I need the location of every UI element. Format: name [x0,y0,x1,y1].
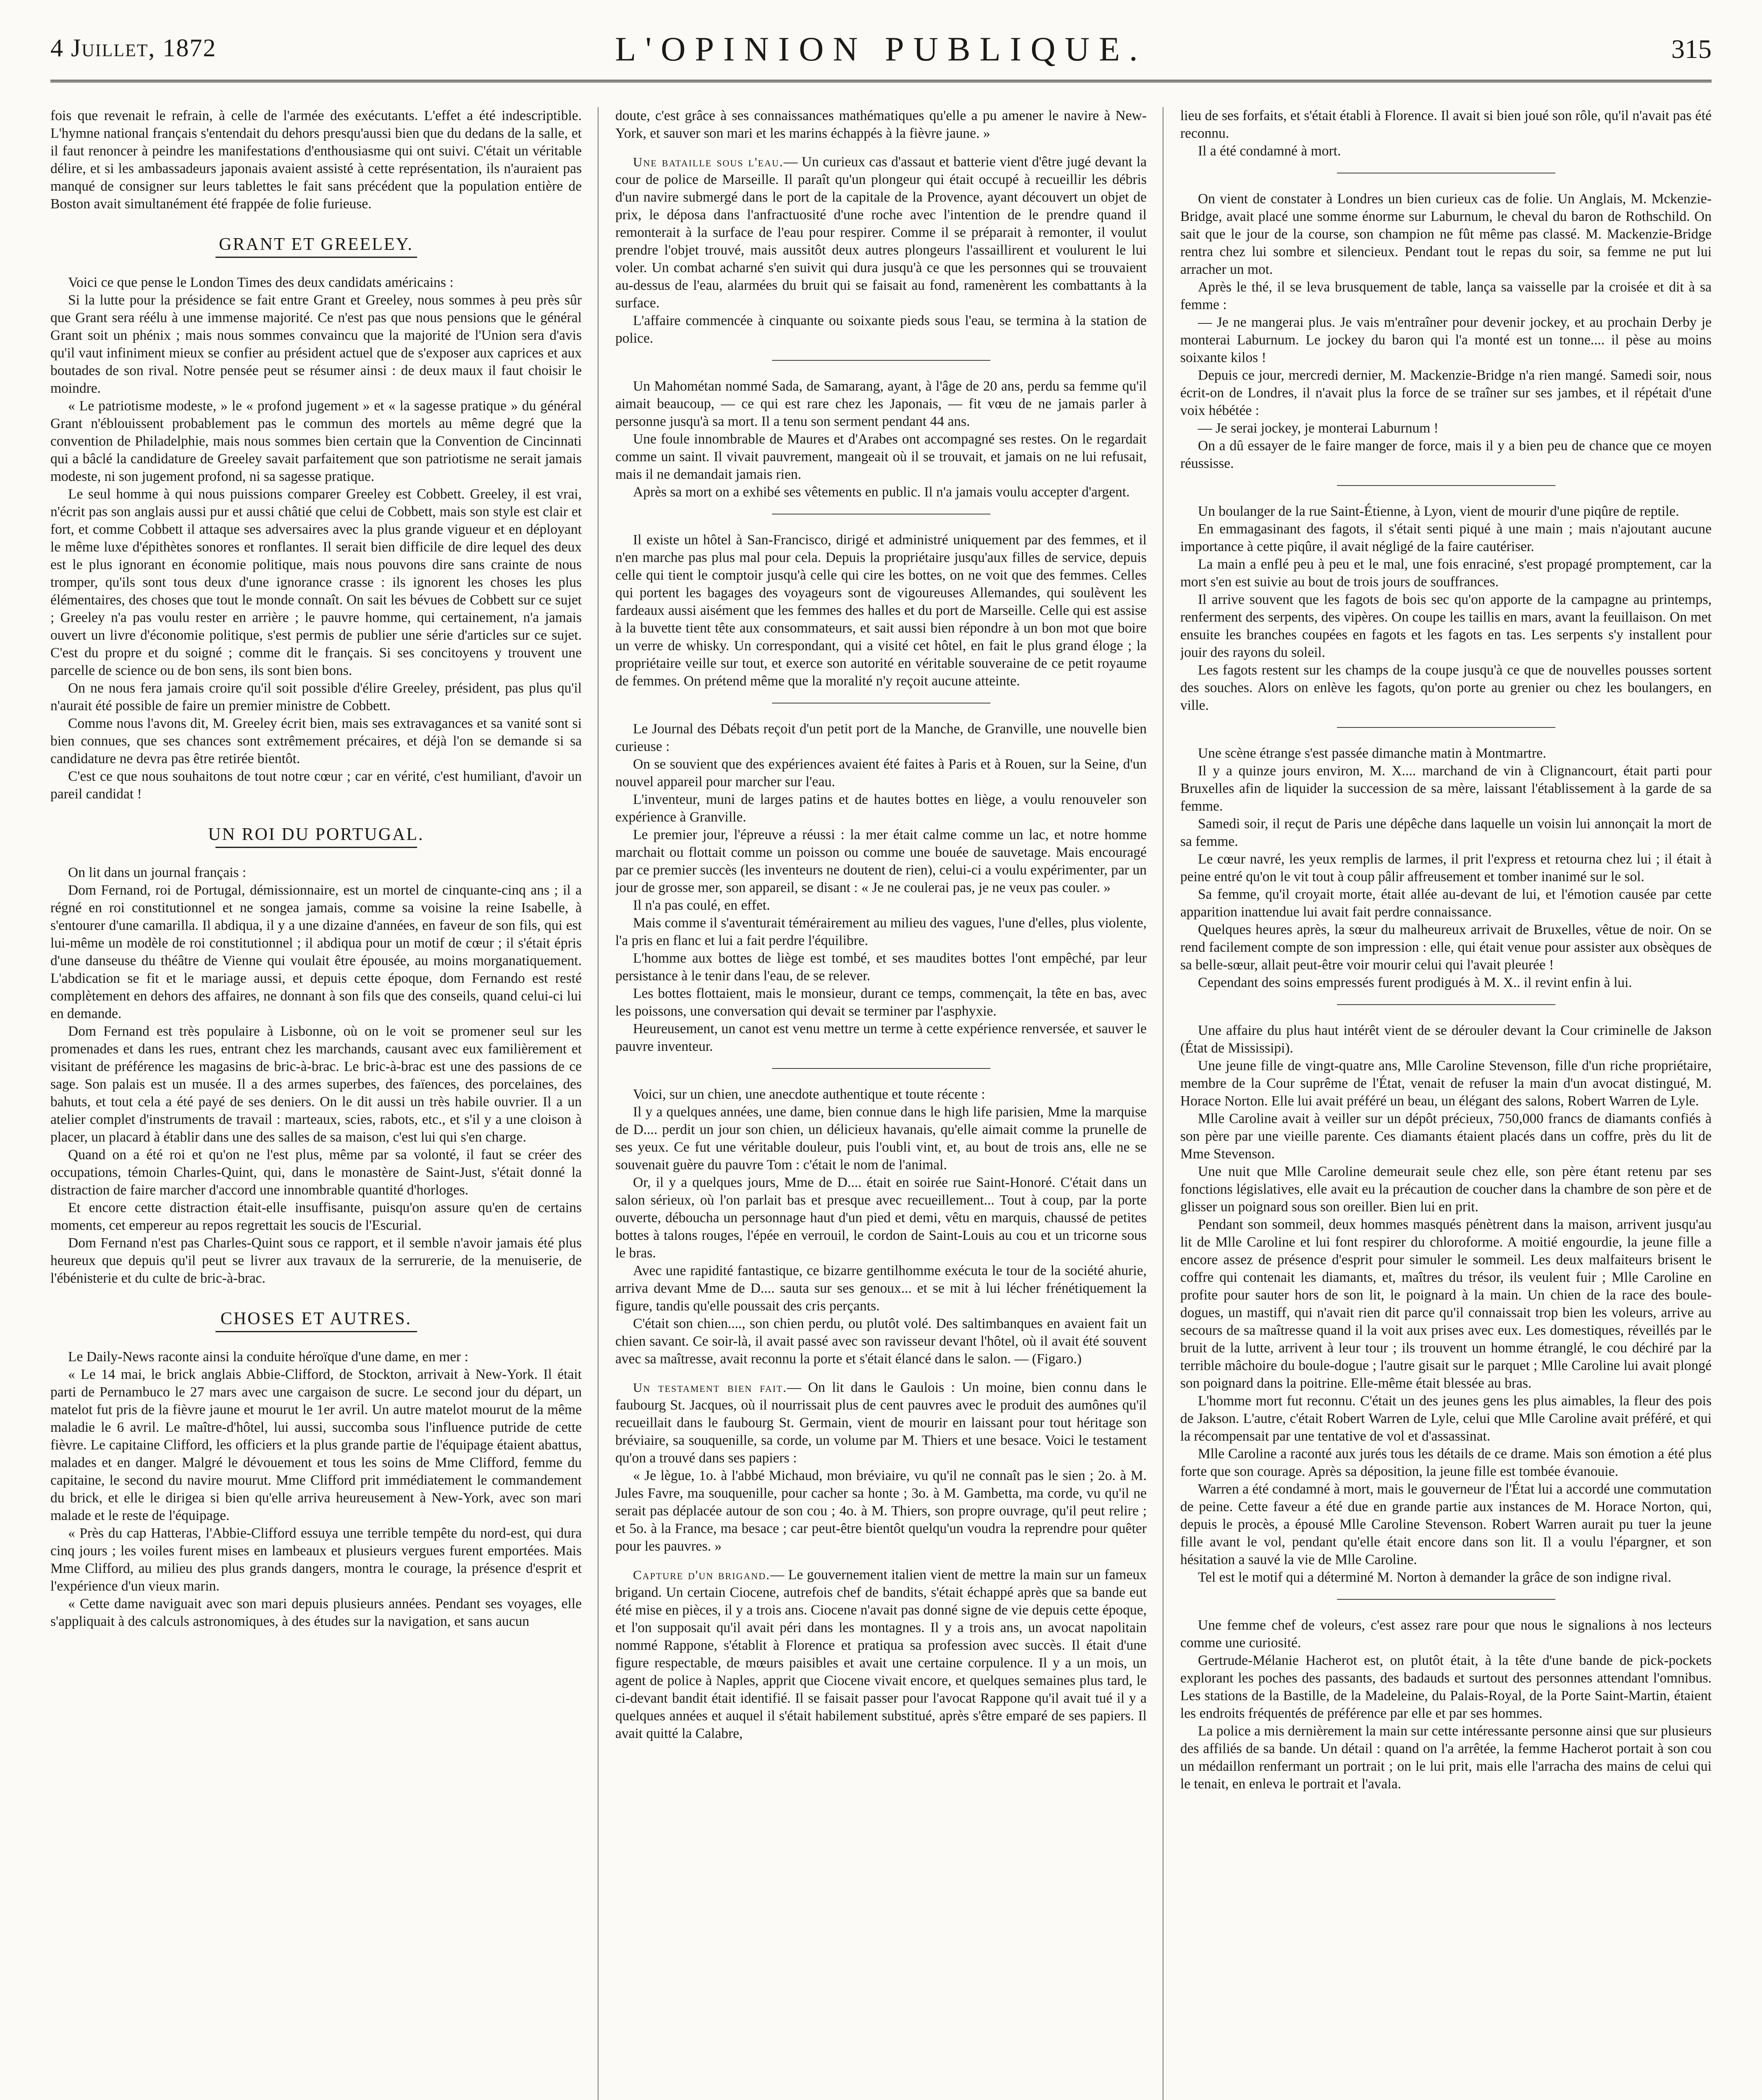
article-paragraph: Il y a quinze jours environ, M. X.... marchand de vin à Clignancourt, était parti pour Bruxelles afin de liquider la succession de sa mère, laissant l'établissement à la garde de sa femme. [1180,763,1712,814]
article-paragraph: — Je serai jockey, je monterai Laburnum ! [1198,420,1439,436]
section-separator [1337,727,1555,728]
article-paragraph: Avec une rapidité fantastique, ce bizarre gentilhomme exécuta le tour de la société ahurie, arriva devant Mme de D.... sauta sur ses genoux... et se mit à lui lécher frénétiquement la figure, tandis qu'elle poussait des cris perçants. [615,1263,1147,1314]
article-paragraph: L'homme mort fut reconnu. C'était un des jeunes gens les plus aimables, la fleur des pois de Jakson. L'autre, c'était Robert Warren de Lyle, celui que Mlle Caroline avait préféré, et qui la récompensait par une tentative de vol et d'assassinat. [1180,1393,1712,1444]
section-separator [772,703,990,704]
article-heading: CHOSES ET AUTRES. [220,1309,412,1328]
article-paragraph: L'inventeur, muni de larges patins et de hautes bottes en liège, a voulu renouveler son expérience à Granville. [615,792,1147,825]
article-paragraph: En emmagasinant des fagots, il s'était senti piqué à une main ; mais n'ajoutant aucune importance à cette piqûre, il avait négligé de la faire cautériser. [1180,521,1712,554]
article-paragraph: lieu de ses forfaits, et s'était établi à Florence. Il avait si bien joué son rôle, qu'il n'avait pas été reconnu. [1180,108,1712,141]
article-paragraph: Il n'a pas coulé, en effet. [633,898,770,913]
section-separator [1337,1599,1555,1600]
article-paragraph: « Près du cap Hatteras, l'Abbie-Clifford essuya une terrible tempête du nord-est, qui dura cinq jours ; les voiles furent mises en lambeaux et plusieurs vergues furent emportées. Mais Mme Clifford, au milieu des plus grands dangers, montra le courage, la présence d'esprit et l'expérience d'un vieux marin. [50,1525,582,1594]
section-separator [1337,1004,1555,1005]
article-paragraph: Le cœur navré, les yeux remplis de larmes, il prit l'express et retourna chez lui ; il était à peine entré qu'on le vit tout à coup pâlir affreusement et tomber inanimé sur le sol. [1180,851,1712,885]
issue-date: 4 Juillet, 1872 [50,34,217,62]
article-paragraph: Voici, sur un chien, une anecdote authentique et toute récente : [633,1087,985,1102]
article-paragraph: L'affaire commencée à cinquante ou soixante pieds sous l'eau, se termina à la station de police. [615,313,1147,346]
article-paragraph: Mais comme il s'aventurait témérairement au milieu des vagues, l'une d'elles, plus violente, l'a pris en flanc et lui a fait perdre l'équilibre. [615,915,1147,948]
column-3 [1180,107,1712,2100]
article-paragraph: On ne nous fera jamais croire qu'il soit possible d'élire Greeley, président, pas plus qu'il n'aurait été possible de faire un premier ministre de Cobbett. [50,680,582,714]
article-paragraph: Cependant des soins empressés furent prodigués à M. X.. il revint enfin à lui. [1198,975,1632,990]
article-paragraph: On se souvient que des expériences avaient été faites à Paris et à Rouen, sur la Seine, d'un nouvel appareil pour marcher sur l'eau. [615,756,1147,790]
article-paragraph: C'est ce que nous souhaitons de tout notre cœur ; car en vérité, c'est humiliant, d'avoir un pareil candidat ! [50,769,582,802]
rubric-label: Un testament bien fait. [633,1380,787,1395]
article-paragraph [615,1379,1147,1467]
rubric-text: — Un curieux cas d'assaut et batterie vient d'être jugé devant la cour de police de Marseille. Il paraît qu'un plongeur qui était occupé à recueillir les débris d'un navire submergé dans le port de la capitale de la Provence, ayant découvert un objet de prix, le déposa dans l'anfractuosité d'une roche avec l'intention de le prendre quand il remonterait à la surface de l'eau pour respirer. Comme il se préparait à remonter, il voulut prendre l'objet trouvé, mais aussitôt deux autres plongeurs l'assaillirent et voulurent le lui voler. Un combat acharné s'en suivit qui dura jusqu'à ce que les personnes qui se trouvaient au-dessus de l'eau, alarmées du bruit qui se faisait au fond, ramenèrent les combattants à la surface. [615,154,1147,311]
masthead-rule [50,80,1712,82]
article-paragraph: On vient de constater à Londres un bien curieux cas de folie. Un Anglais, M. Mckenzie-Bridge, avait placé une somme énorme sur Laburnum, le cheval du baron de Rothschild. On sait que le jour de la course, son champion ne fût même pas classé. M. Mackenzie-Bridge rentra chez lui sombre et silencieux. Pendant tout le repas du soir, sa femme ne put lui arracher un mot. [1180,191,1712,277]
article-paragraph: fois que revenait le refrain, à celle de l'armée des exécutants. L'effet a été indescriptible. L'hymne national français s'entendait du dehors presqu'aussi bien que du dedans de la salle, et il faut renoncer à peindre les manifestations d'enthousiasme qui ont suivi. C'était un véritable délire, et si les ambassadeurs japonais avaient assisté à cette représentation, ils n'auraient pas manqué de consigner sur leurs tablettes le fait sans précédent que la population entière de Boston avait simultanément été frappée de folie furieuse. [50,108,582,212]
article-paragraph: Il arrive souvent que les fagots de bois sec qu'on apporte de la campagne au printemps, renferment des serpents, des vipères. On coupe les taillis en mars, avant la feuillaison. On met ensuite les branches coupées en fagots et les fagots en tas. Les serpents s'y installent pour jouir des rayons du soleil. [1180,592,1712,660]
article-paragraph: Comme nous l'avons dit, M. Greeley écrit bien, mais ses extravagances et sa vanité sont si bien connues, que ses chances sont extrêmement précaires, et déjà l'on se demande si sa candidature ne devra pas être retirée bientôt. [50,716,582,766]
article-paragraph: Le Daily-News raconte ainsi la conduite héroïque d'une dame, en mer : [68,1349,468,1365]
column-2 [615,107,1147,2100]
article-paragraph: Et encore cette distraction était-elle insuffisante, puisqu'on assure qu'en de certains moments, cet empereur au repos regrettait les soucis de l'Escurial. [50,1200,582,1233]
column-1 [50,107,582,2100]
article-paragraph: Les fagots restent sur les champs de la coupe jusqu'à ce que de nouvelles pousses sortent des souches. Alors on enlève les fagots, qu'on porte au grenier ou chez les boulangers, en ville. [1180,662,1712,713]
article-paragraph: Dom Fernand est très populaire à Lisbonne, où on le voit se promener seul sur les promenades et dans les rues, entrant chez les marchands, causant avec eux familièrement et visitant de préférence les magasins de bric-à-brac. Le bric-à-brac est une des passions de ce sage. Son palais est un musée. Il a des armes superbes, des faïences, des porcelaines, des bahuts, et tout cela a été payé de ses deniers. On le dit aussi un très habile ouvrier. Il a un atelier complet d'instruments de travail : marteaux, scies, rabots, etc., et s'il y a une cloison à placer, un placard à établir dans une des salles de sa maison, c'est lui qui s'en charge. [50,1024,582,1145]
article-paragraph: Il existe un hôtel à San-Francisco, dirigé et administré uniquement par des femmes, et il n'en marche pas plus mal pour cela. Depuis la propriétaire jusqu'aux filles de service, depuis celle qui tient le comptoir jusqu'à celle qui cire les bottes, on ne voit que des femmes. Celles qui portent les bagages des voyageurs sont de vigoureuses Allemandes, qui soulèvent les fardeaux aussi aisément que les femmes des halles et du port de Marseille. Celle qui est assise à la buvette tient tête aux consommateurs, et sait aussi bien répondre à un bon mot que boire un verre de whisky. Un correspondant, qui a visité cet hôtel, en fait le plus grand éloge ; la propriétaire veille sur tout, et exerce son autorité en véritable souveraine de ce petit royaume de femmes. On prétend même que la moralité n'y reçoit aucune atteinte. [615,532,1147,689]
article-paragraph: Gertrude-Mélanie Hacherot est, on plutôt était, à la tête d'une bande de pick-pockets explorant les poches des passants, des badauds et surtout des personnes attendant l'omnibus. Les stations de la Bastille, de la Madeleine, du Palais-Royal, de la Porte Saint-Martin, étaient les endroits fréquentés de préférence par elle et par ses hommes. [1180,1653,1712,1721]
article-paragraph: Tel est le motif qui a déterminé M. Norton à demander la grâce de son indigne rival. [1198,1570,1671,1585]
article-paragraph: Après sa mort on a exhibé ses vêtements en public. Il n'a jamais voulu accepter d'argent. [633,484,1130,500]
article-paragraph: La main a enflé peu à peu et le mal, une fois enraciné, s'est propagé promptement, car la mort s'en est suivie au bout de trois jours de souffrances. [1180,556,1712,590]
article-paragraph: La police a mis dernièrement la main sur cette intéressante personne ainsi que sur plusieurs des affiliés de sa bande. Un détail : quand on l'a arrêtée, la femme Hacherot portait à son cou un médaillon renfermant un portrait ; on le lui prit, mais elle l'arracha des mains de celui qui le tenait, en enleva le portrait et l'avala. [1180,1723,1712,1792]
article-heading: GRANT ET GREELEY. [219,235,413,254]
article-paragraph [615,153,1147,312]
article-heading: UN ROI DU PORTUGAL. [208,825,424,844]
article-paragraph: Dom Fernand, roi de Portugal, démissionnaire, est un mortel de cinquante-cinq ans ; il a régné en roi constitutionnel et ne songea jamais, comme sa voisine la reine Isabelle, à s'entourer d'une camarilla. Il abdiqua, il y a une dizaine d'années, en faveur de son fils, qui est lui-même un modèle de roi constitutionnel ; il abdiqua pour un motif de cœur ; il s'était épris d'une danseuse du théâtre de Vienne qui voulait être épousée, au moins morganatiquement. L'abdication se fit et le mariage aussi, et depuis cette époque, dom Fernando est resté complètement en dehors des affaires, ne donnant à son fils que des conseils, quand celui-ci lui en demande. [50,882,582,1021]
section-separator [1337,485,1555,486]
article-paragraph: Or, il y a quelques jours, Mme de D.... était en soirée rue Saint-Honoré. C'était dans un salon sérieux, où l'on parlait bas et presque avec recueillement... Tout à coup, par la porte ouverte, déboucha un personnage haut d'un pied et demi, vêtu en marquis, chaussé de petites bottes à talons rouges, l'épée en verrouil, le cordon de Saint-Louis au cou et un tricorne sous le bras. [615,1175,1147,1261]
section-separator [772,1068,990,1069]
article-paragraph: Mlle Caroline avait à veiller sur un dépôt précieux, 750,000 francs de diamants confiés à son père par une vieille parente. Ces diamants étaient placés dans un coffre, près du lit de Mme Stevenson. [1180,1111,1712,1162]
article-paragraph: — Je ne mangerai plus. Je vais m'entraîner pour devenir jockey, et au prochain Derby je monterai Laburnum. Le jockey du baron qui l'a monté est un tonne.... il pèse au moins soixante kilos ! [1180,315,1712,365]
page-number: 315 [1671,34,1712,64]
heading-rule [215,1331,417,1332]
article-paragraph: Depuis ce jour, mercredi dernier, M. Mackenzie-Bridge n'a rien mangé. Samedi soir, nous écrit-on de Londres, il n'avait plus la force de se traîner sur ses jambes, et il répétait d'une voix hébétée : [1180,368,1712,418]
article-paragraph: Pendant son sommeil, deux hommes masqués pénètrent dans la maison, arrivent jusqu'au lit de Mlle Caroline et lui font respirer du chloroforme. A moitié engourdie, la jeune fille a encore assez de présence d'esprit pour simuler le sommeil. Les deux malfaiteurs brisent le coffre qui contenait les diamants, et, maîtres du trésor, ils veulent fuir ; Mlle Caroline en profite pour sauter hors de son lit, le poignard à la main. Un chien de la race des boule-dogues, un mastiff, qui n'avait rien dit parce qu'il connaissait trop bien les voleurs, arrive au secours de sa maîtresse quand il la voit aux prises avec eux. Les domestiques, réveillés par le bruit de la lutte, arrivent à leur tour ; ils trouvent un homme étranglé, le cou déchiré par la terrible mâchoire du boule-dogue ; l'autre gisait sur le parquet ; Mlle Caroline lui avait plongé son poignard dans la poitrine. Elle-même était blessée au bras. [1180,1217,1712,1391]
article-paragraph: « Cette dame naviguait avec son mari depuis plusieurs années. Pendant ses voyages, elle s'appliquait à des calculs astronomiques, à des études sur la navigation, et sans aucun [50,1596,582,1629]
article-paragraph: C'était son chien...., son chien perdu, ou plutôt volé. Des saltimbanques en avaient fait un chien savant. Ce soir-là, il avait passé avec son ravisseur devant l'hôtel, où il avait été souvent avec sa maîtresse, avait reconnu la porte et s'était élancé dans le salon. — (Figaro.) [615,1316,1147,1367]
article-paragraph: On lit dans un journal français : [68,865,247,880]
column-divider [598,107,599,2100]
rubric-label: Capture d'un brigand. [633,1567,770,1582]
article-paragraph: Sa femme, qu'il croyait morte, était allée au-devant de lui, et l'émotion causée par cette apparition inattendue lui avait fait perdre connaissance. [1180,887,1712,920]
article-paragraph: Warren a été condamné à mort, mais le gouverneur de l'État lui a accordé une commutation de peine. Cette faveur a été due en grande partie aux instances de M. Horace Norton, qui, depuis le procès, a épousé Mlle Caroline Stevenson. Robert Warren aurait pu tuer la jeune fille avant le vol, pendant qu'elle était encore dans son lit. Il a voulu l'épargner, et son hésitation a sauvé la vie de Mlle Caroline. [1180,1481,1712,1567]
article-paragraph: Le Journal des Débats reçoit d'un petit port de la Manche, de Granville, une nouvelle bien curieuse : [615,721,1147,754]
article-paragraph: Après le thé, il se leva brusquement de table, lança sa vaisselle par la croisée et dit à sa femme : [1180,279,1712,312]
article-paragraph: doute, c'est grâce à ses connaissances mathématiques qu'elle a pu amener le navire à New-York, et sauver son mari et les marins échappés à la fièvre jaune. » [615,108,1147,141]
article-paragraph: Quelques heures après, la sœur du malheureux arrivait de Bruxelles, vêtue de noir. On se rend facilement compte de son impression : elle, qui était venue pour assister aux obsèques de sa belle-sœur, allait peut-être voir mourir celui qui l'avait pleurée ! [1180,922,1712,973]
article-paragraph: On a dû essayer de le faire manger de force, mais il y a bien peu de chance que ce moyen réussisse. [1180,438,1712,471]
article-paragraph: Une scène étrange s'est passée dimanche matin à Montmartre. [1198,746,1547,761]
heading-rule [215,257,417,258]
article-paragraph: Une affaire du plus haut intérêt vient de se dérouler devant la Cour criminelle de Jakson (État de Mississipi). [1180,1023,1712,1056]
article-paragraph: Heureusement, un canot est venu mettre un terme à cette expérience renversée, et sauver le pauvre inventeur. [615,1021,1147,1054]
article-paragraph: Si la lutte pour la présidence se fait entre Grant et Greeley, nous sommes à peu près sûr que Grant sera réélu à une immense majorité. Ce n'est pas que nous pensions que le général Grant soit un phénix ; mais nous sommes convaincu que la majorité de l'Union sera d'avis qu'il vaut infiniment mieux se confier au président actuel que de s'exposer aux caprices et aux boutades de son rival. Notre pensée peut se résumer ainsi : de deux maux il faut choisir le moindre. [50,292,582,396]
article-paragraph: Une nuit que Mlle Caroline demeurait seule chez elle, son père étant retenu par ses fonctions législatives, elle avait eu la précaution de coucher dans la chambre de son père et de glisser un poignard sous son oreiller. Bien lui en prit. [1180,1164,1712,1215]
article-paragraph [615,1566,1147,1743]
rubric-text: — On lit dans le Gaulois : Un moine, bien connu dans le faubourg St. Jacques, où il nourrissait plus de cent pauvres avec le produit des aumônes qu'il recueillait dans le faubourg St. Germain, vient de mourir en laissant pour tout héritage son bréviaire, sa souquenille, sa corde, un volume par M. Thiers et une besace. Voici le testament qu'on a trouvé dans ses papiers : [615,1380,1147,1466]
article-paragraph: « Je lègue, 1o. à l'abbé Michaud, mon bréviaire, vu qu'il ne connaît pas le sien ; 2o. à M. Jules Favre, ma souquenille, pour cacher sa honte ; 3o. à M. Gambetta, ma corde, vu qu'il ne serait pas déplacée autour de son cou ; 4o. à M. Thiers, son propre ouvrage, qu'il peut relire ; et 5o. à la France, ma besace ; car peut-être bientôt quelqu'un voudra la reprendre pour quêter pour les pauvres. » [615,1468,1147,1554]
article-paragraph: Le premier jour, l'épreuve a réussi : la mer était calme comme un lac, et notre homme marchait ou flottait comme un poisson ou comme une bouée de sauvetage. Mais encouragé par ce premier succès (les inventeurs ne doutent de rien), celui-ci a voulu expérimenter, par un jour de grosse mer, son appareil, se disant : « Je ne coulerai pas, je ne veux pas couler. » [615,827,1147,895]
section-separator [772,360,990,361]
article-paragraph: Le seul homme à qui nous puissions comparer Greeley est Cobbett. Greeley, il est vrai, n'écrit pas son anglais aussi pur et aussi châtié que celui de Cobbett, mais son style est clair et fort, et comme Cobbett il attaque ses adversaires avec la plus grande vigueur et en déployant le même luxe d'épithètes sonores et ronflantes. Il serait bien difficile de dire lequel des deux est le plus ignorant en économie politique, mais nous pouvons dire sans crainte de nous tromper, qu'ils sont tous deux d'une ignorance crasse : ils ignorent les choses les plus élémentaires, des choses que tout le monde connaît. On sait les bévues de Cobbett sur ce sujet ; Greeley n'a pas voulu rester en arrière ; le pauvre homme, qui certainement, n'a jamais ouvert un livre d'économie politique, s'est permis de publier une série d'articles sur ce sujet. C'est du propre et du soigné ; comme dit le français. Si ses concitoyens y trouvent une parcelle de science ou de bon sens, ils sont bien bons. [50,486,582,678]
article-paragraph: Dom Fernand n'est pas Charles-Quint sous ce rapport, et il semble n'avoir jamais été plus heureux que depuis qu'il peut se livrer aux travaux de la serrurerie, de la menuiserie, de l'ébénisterie et du culte de bric-à-brac. [50,1235,582,1286]
article-paragraph: « Le patriotisme modeste, » le « profond jugement » et « la sagesse pratique » du général Grant n'éblouissent probablement pas le commun des mortels au même degré que la convention de Philadelphie, mais nous sommes bien certain que la Convention de Cincinnati qui a bâclé la candidature de Greeley savait parfaitement que son patriotisme ne serait jamais modeste, ni son jugement profond, ni sa sagesse pratique. [50,398,582,484]
article-paragraph: Samedi soir, il reçut de Paris une dépêche dans laquelle un voisin lui annonçait la mort de sa femme. [1180,816,1712,849]
article-paragraph: Un Mahométan nommé Sada, de Samarang, ayant, à l'âge de 20 ans, perdu sa femme qu'il aimait beaucoup, — ce qui est rare chez les Japonais, — fit vœu de ne jamais parler à personne jusqu'à sa mort. Il a tenu son serment pendant 44 ans. [615,378,1147,429]
article-paragraph: Un boulanger de la rue Saint-Étienne, à Lyon, vient de mourir d'une piqûre de reptile. [1198,504,1679,519]
article-paragraph: Une jeune fille de vingt-quatre ans, Mlle Caroline Stevenson, fille d'un riche propriétaire, membre de la Cour suprême de l'État, venait de refuser la main d'un avocat distingué, M. Horace Norton. Elle lui avait préféré un beau, un élégant des salons, Robert Warren de Lyle. [1180,1058,1712,1109]
article-paragraph: Quand on a été roi et qu'on ne l'est plus, même par sa volonté, il faut se créer des occupations, témoin Charles-Quint, qui, dans le monastère de Saint-Just, s'était donné la distraction de faire marcher d'accord une innombrable quantité d'horloges. [50,1147,582,1198]
article-paragraph: Une femme chef de voleurs, c'est assez rare pour que nous le signalions à nos lecteurs comme une curiosité. [1180,1617,1712,1651]
article-paragraph: Il y a quelques années, une dame, bien connue dans le high life parisien, Mme la marquise de D.... perdit un jour son chien, un délicieux havanais, qu'elle aimait comme la prunelle de ses yeux. Ce fut une véritable douleur, puis l'oubli vint, et, au bout de trois ans, elle ne se souvenait guère du pauvre Tom : c'était le nom de l'animal. [615,1104,1147,1173]
article-paragraph: Il a été condamné à mort. [1198,143,1341,159]
heading-rule [215,847,417,848]
newspaper-title: L'OPINION PUBLIQUE. [615,30,1147,68]
article-paragraph: Une foule innombrable de Maures et d'Arabes ont accompagné ses restes. On le regardait comme un saint. Il vivait pauvrement, mangeait où il se trouvait, et jamais on ne lui refusait, mais il ne demandait jamais rien. [615,431,1147,482]
article-paragraph: Les bottes flottaient, mais le monsieur, durant ce temps, commençait, la tête en bas, avec les poissons, une conversation qui devait se terminer par l'asphyxie. [615,986,1147,1019]
article-paragraph: Mlle Caroline a raconté aux jurés tous les détails de ce drame. Mais son émotion a été plus forte que son courage. Après sa déposition, la jeune fille est tombée évanouie. [1180,1446,1712,1479]
rubric-text: — Le gouvernement italien vient de mettre la main sur un fameux brigand. Un certain Ciocene, autrefois chef de bandits, s'était échappé après que sa bande eut été mise en pièces, il y a trois ans. Ciocene n'avait pas donné signe de vie depuis cette époque, et l'on supposait qu'il avait péri dans les montagnes. Il y a trois ans, un avocat napolitain nommé Rappone, s'établit à Florence et pratiqua sa profession avec succès. Il était d'une figure respectable, de mœurs paisibles et avait une certaine corpulence. Il y a un mois, un agent de police à Naples, apprit que Ciocene vivait encore, et quelques semaines plus tard, le ci-devant bandit était identifié. Il se faisait passer pour l'avocat Rappone qu'il avait tué il y a quelques années et auquel il s'était habilement substitué, après s'être emparé de ses papiers. Il avait quitté la Calabre, [615,1567,1147,1741]
rubric-label: Une bataille sous l'eau. [633,155,784,169]
article-paragraph: Voici ce que pense le London Times des deux candidats américains : [68,275,454,290]
masthead [50,29,1712,80]
article-paragraph: L'homme aux bottes de liège est tombé, et ses maudites bottes l'ont empêché, par leur persistance à le tenir dans l'eau, de se relever. [615,950,1147,984]
article-paragraph: « Le 14 mai, le brick anglais Abbie-Clifford, de Stockton, arrivait à New-York. Il était parti de Pernambuco le 27 mars avec une cargaison de sucre. Le second jour du départ, un matelot fut pris de la fièvre jaune et mourut le 1er avril. Un autre matelot mourut de la même maladie le 6 avril. Le maître-d'hôtel, lui aussi, succomba sous l'influence putride de cette fièvre. Le capitaine Clifford, les officiers et la plus grande partie de l'équipage étaient abattus, malades et en danger. Malgré le dévouement et tous les soins de Mme Clifford, femme du capitaine, le second du navire mourut. Mme Clifford prit immédiatement le commandement du brick, et elle le dirigea si bien qu'elle arriva heureusement à New-York, avec son mari malade et le reste de l'équipage. [50,1367,582,1523]
